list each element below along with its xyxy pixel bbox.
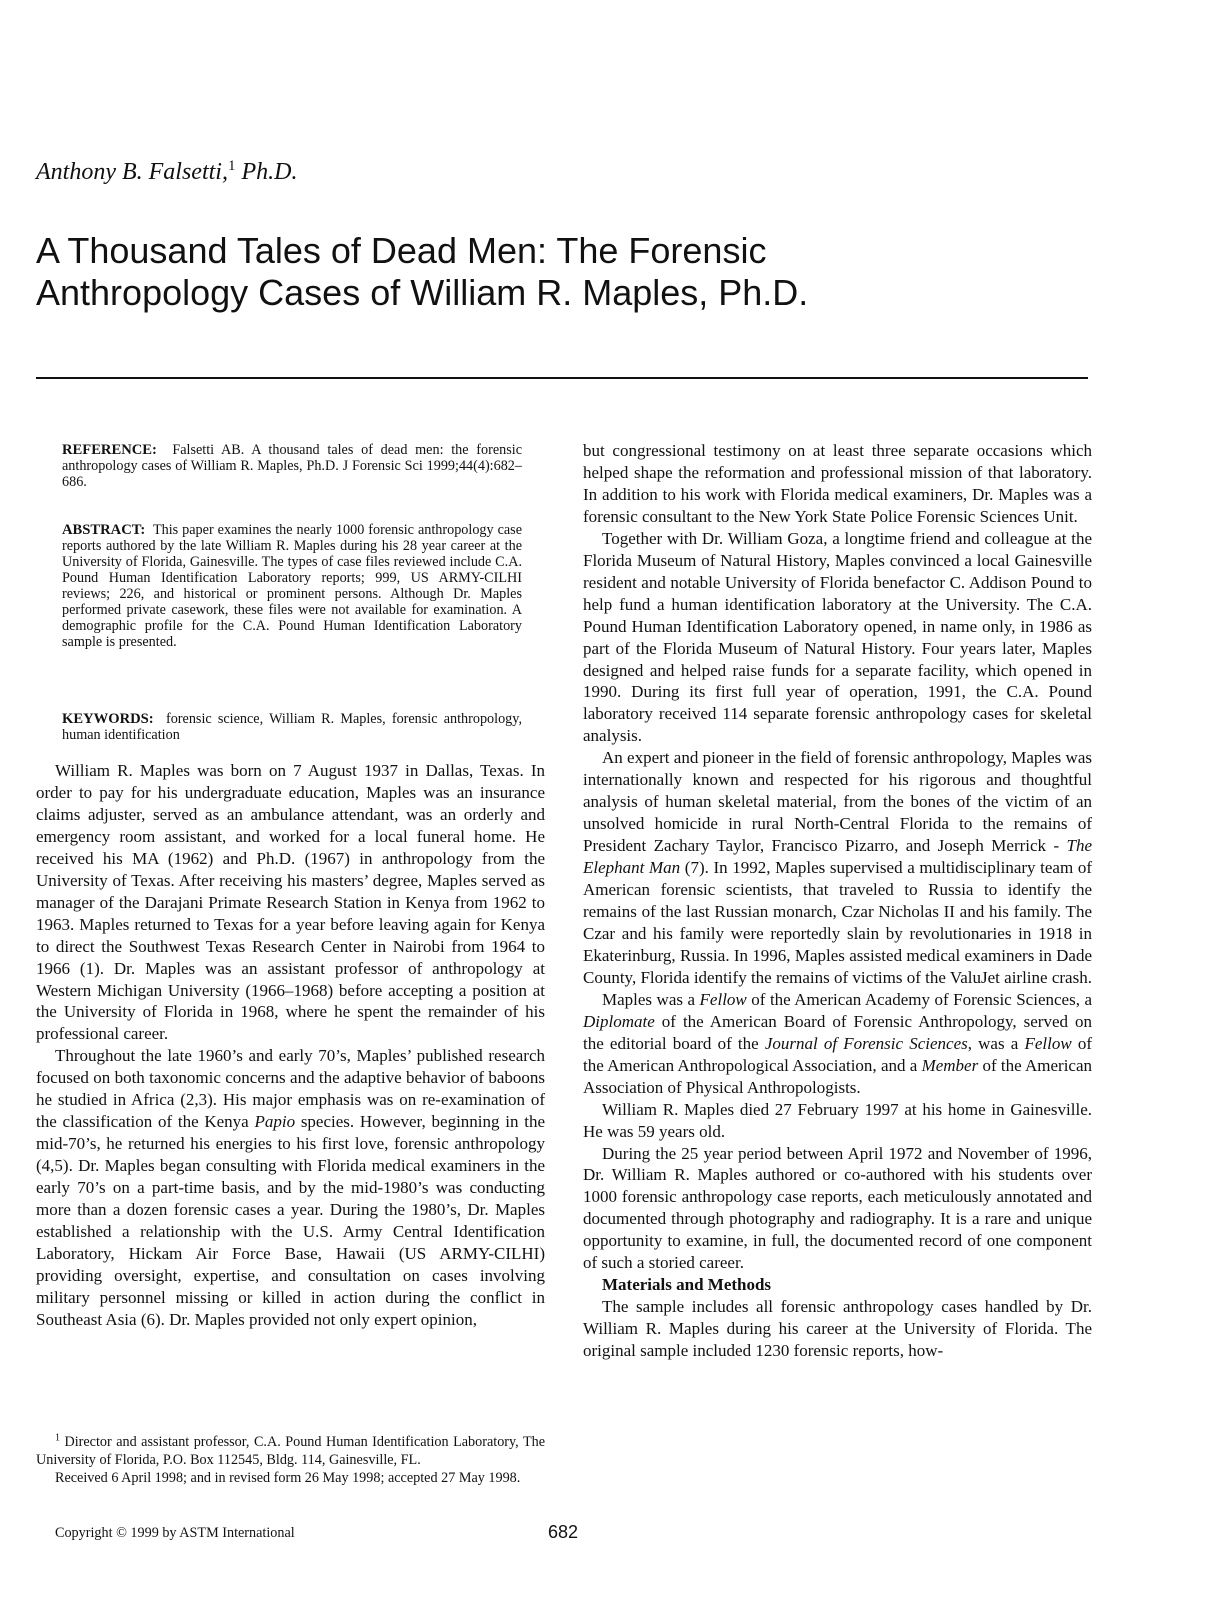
p6-text-e: of the American Anthropological Association, and a xyxy=(583,1033,1092,1075)
member-italic: Member xyxy=(921,1055,979,1075)
p6-text-b: of the American Academy of Forensic Sciences, a xyxy=(746,989,1092,1009)
body-paragraph-4: Together with Dr. William Goza, a longtime friend and colleague at the Florida Museum of Natural History, Maples convinced a local Gainesville resident and notable University of Florida benefactor C. Addison Pound to help fund a human identification laboratory at the University. The C.A. Pound Human Identification Laboratory opened, in name only, in 1986 as part of the Florida Museum of Natural History. Four years later, Maples designed and helped raise funds for a separate facility, which opened in 1990. During its first full year of operation, 1991, the C.A. Pound laboratory received 114 separate forensic anthropology cases for skeletal analysis. xyxy=(583,528,1092,746)
reference-text: Falsetti AB. A thousand tales of dead men: the forensic anthropology cases of William R. Maples, Ph.D. J Forensic Sci 1999;44(4):682–686. xyxy=(62,442,522,490)
footnote-mark: 1 xyxy=(55,1432,60,1444)
footnote-affiliation-text: Director and assistant professor, C.A. Pound Human Identification Laboratory, The University of Florida, P.O. Box 112545, Bldg. 114, Gainesville, FL. xyxy=(36,1434,545,1468)
article-title xyxy=(36,230,1096,314)
body-paragraph-2 xyxy=(36,1045,545,1330)
abstract-block xyxy=(62,522,522,650)
journal-italic: Journal of Forensic Sciences xyxy=(764,1033,968,1053)
elephant-man-italic: The Elephant Man xyxy=(583,836,1092,878)
p6-text-a: Maples was a xyxy=(602,989,700,1009)
author-footnote-mark: 1 xyxy=(227,158,236,174)
keywords-text: forensic science, William R. Maples, forensic anthropology, human identification xyxy=(62,711,522,743)
page-number: 682 xyxy=(547,1522,579,1542)
body-paragraph-9: The sample includes all forensic anthropology cases handled by Dr. William R. Maples during his career at the University of Florida. The original sample included 1230 forensic reports, how- xyxy=(583,1297,1092,1361)
abstract-label: ABSTRACT: xyxy=(62,522,146,538)
footnotes xyxy=(36,1433,545,1487)
author-line xyxy=(36,158,297,186)
title-divider xyxy=(36,377,1088,379)
body-paragraph-5-continued: (7). In 1992, Maples supervised a multidisciplinary team of American forensic scientists, that traveled to Russia to identify the remains of the last Russian monarch, Czar Nicholas II and his family. The Czar and his family were reportedly slain by revolutionaries in 1918 in Ekaterinburg, Russia. In 1996, Maples assisted medical examiners in Dade County, Florida identify the remains of victims of the ValuJet airline crash. xyxy=(583,858,1092,987)
body-paragraph-2-continued: species. However, beginning in the mid-70’s, he returned his energies to his first love, forensic anthropology (4,5). Dr. Maples began consulting with Florida medical examiners in the early 70’s on a part-time basis, and by the mid-1980’s was conducting more than a dozen forensic cases a year. During the 1980’s, Dr. Maples established a relationship with the U.S. Army Central Identification Laboratory, Hickam Air Force Base, Hawaii (US ARMY-CILHI) providing oversight, expertise, and consultation on cases involving military personnel missing or killed in action during the conflict in Southeast Asia (6). Dr. Maples provided not only expert opinion, xyxy=(36,1112,545,1329)
body-paragraph-7: William R. Maples died 27 February 1997 at his home in Gainesville. He was 59 years old. xyxy=(583,1099,1092,1141)
abstract-text: This paper examines the nearly 1000 forensic anthropology case reports authored by the late William R. Maples during his 28 year career at the University of Florida, Gainesville. The types of case files reviewed include C.A. Pound Human Identification Laboratory reports; 999, US ARMY-CILHI reviews; 226, and historical or prominent persons. Although Dr. Maples performed private casework, these files were not available for examination. A demographic profile for the C.A. Pound Human Identification Laboratory sample is presented. xyxy=(62,522,522,650)
body-paragraph-8: During the 25 year period between April 1972 and November of 1996, Dr. William R. Maples authored or co-authored with his students over 1000 forensic anthropology case reports, each meticulously annotated and documented through photography and radiography. It is a rare and unique opportunity to examine, in full, the documented record of one component of such a storied career. xyxy=(583,1143,1092,1273)
body-paragraph-1: William R. Maples was born on 7 August 1937 in Dallas, Texas. In order to pay for his undergraduate education, Maples was an insurance claims adjuster, served as an ambulance attendant, was an orderly and emergency room assistant, and worked for a local funeral home. He received his MA (1962) and Ph.D. (1967) in anthropology from the University of Texas. After receiving his masters’ degree, Maples served as manager of the Darajani Primate Research Station in Kenya from 1962 to 1963. Maples returned to Texas for a year before leaving again for Kenya to direct the Southwest Texas Research Center in Nairobi from 1964 to 1966 (1). Dr. Maples was an assistant professor of anthropology at Western Michigan University (1966–1968) before accepting a position at the University of Florida in 1968, where he spent the remainder of his professional career. xyxy=(36,761,545,1044)
author-degree: Ph.D. xyxy=(241,159,298,185)
copyright-notice: Copyright © 1999 by ASTM International xyxy=(55,1525,295,1541)
body-paragraph-5-text: An expert and pioneer in the field of forensic anthropology, Maples was internationally known and respected for his rigorous and thoughtful analysis of human skeletal material, from the bones of the victim of an unsolved homicide in rural North-Central Florida to the remains of President Zachary Taylor, Francisco Pizarro, and Joseph Merrick - xyxy=(583,748,1092,856)
reference-label: REFERENCE: xyxy=(62,442,157,458)
footnote-received: Received 6 April 1998; and in revised form 26 May 1998; accepted 27 May 1998. xyxy=(55,1470,521,1486)
fellow-italic: Fellow xyxy=(699,989,747,1009)
footnote-affiliation xyxy=(36,1433,545,1469)
p6-text-c: of the American Board of Forensic Anthropology, served on the editorial board of the xyxy=(583,1011,1092,1053)
papio-italic: Papio xyxy=(254,1112,296,1132)
title-line-2: Anthropology Cases of William R. Maples, Ph.D. xyxy=(36,272,809,313)
left-column xyxy=(36,760,545,1331)
p6-text-d: , was a xyxy=(967,1033,1025,1053)
fellow-italic-2: Fellow xyxy=(1024,1033,1072,1053)
diplomate-italic: Diplomate xyxy=(583,1011,655,1031)
body-paragraph-3: but congressional testimony on at least three separate occasions which helped shape the reformation and professional mission of that laboratory. In addition to his work with Florida medical examiners, Dr. Maples was a forensic consultant to the New York State Police Forensic Sciences Unit. xyxy=(583,441,1092,526)
body-paragraph-5 xyxy=(583,747,1092,988)
keywords-block xyxy=(62,711,522,743)
body-paragraph-6 xyxy=(583,989,1092,1099)
body-paragraph-2-text: Throughout the late 1960’s and early 70’s, Maples’ published research focused on both taxonomic concerns and the adaptive behavior of baboons he studied in Africa (2,3). His major emphasis was on re-examination of the classification of the Kenya xyxy=(36,1046,545,1132)
keywords-label: KEYWORDS: xyxy=(62,711,154,727)
right-column xyxy=(583,440,1092,1362)
title-line-1: A Thousand Tales of Dead Men: The Forensic xyxy=(36,230,767,271)
reference-block xyxy=(62,442,522,490)
p6-text-f: of the American Association of Physical Anthropologists. xyxy=(583,1055,1093,1097)
section-heading-materials-methods: Materials and Methods xyxy=(602,1275,772,1295)
author-name: Anthony B. Falsetti, xyxy=(36,159,228,185)
